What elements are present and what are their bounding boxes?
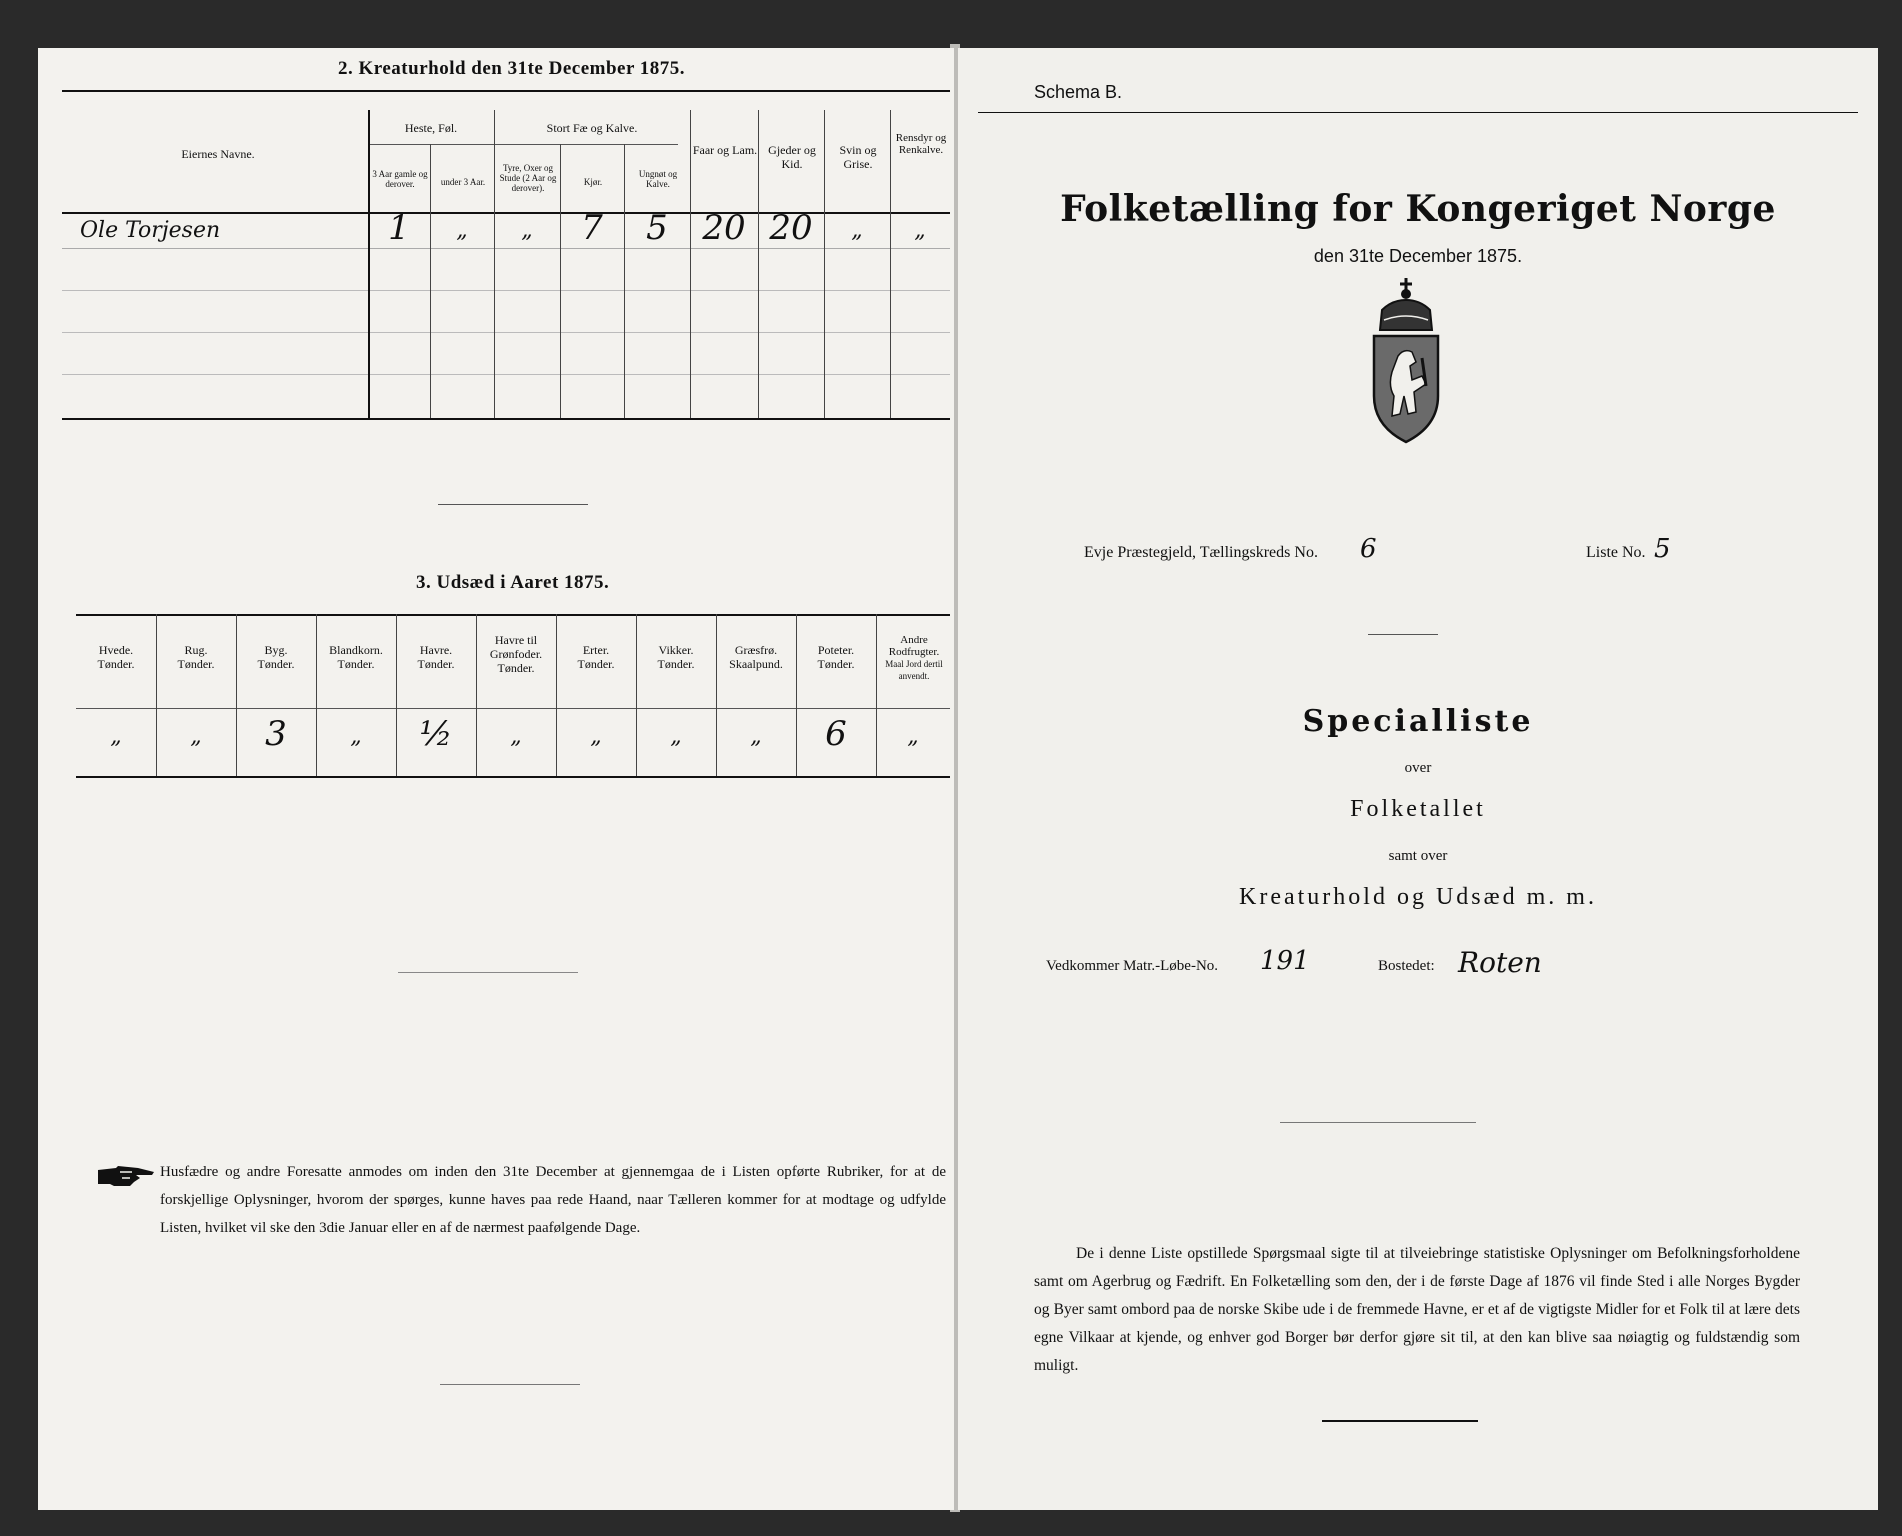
col-reindeer: Rensdyr og Renkalve.	[895, 132, 947, 157]
prestegjeld-line	[1084, 544, 1318, 562]
col-bulls: Tyre, Oxer og Stude (2 Aar og derover).	[499, 163, 557, 193]
col-oats-fodder-unit: Tønder.	[497, 660, 535, 675]
value-peas: „	[590, 724, 602, 749]
liste-number: 5	[1654, 534, 1671, 564]
col-potatoes-unit: Tønder.	[817, 656, 855, 671]
folketallet-heading: Folketallet	[1350, 796, 1486, 822]
value-cows: 7	[581, 208, 603, 248]
divider	[1280, 1122, 1476, 1123]
closing-rule	[1322, 1420, 1478, 1422]
section2-title: 2. Kreaturhold den 31te December 1875.	[338, 58, 686, 79]
col-root-crops	[878, 634, 950, 682]
col-vetch-unit: Tønder.	[657, 656, 695, 671]
kreaturhold-heading: Kreaturhold og Udsæd m. m.	[1239, 884, 1597, 910]
col-oats-name: Havre.	[419, 643, 453, 657]
value-wheat: „	[110, 724, 122, 749]
value-pigs: „	[851, 218, 863, 243]
over-text: over	[1404, 760, 1432, 776]
col-root-crops-name: Andre Rodfrugter.	[888, 634, 940, 659]
value-young-cattle: 5	[646, 208, 668, 248]
col-horses-under3: under 3 Aar.	[440, 177, 486, 187]
col-oats-fodder-name: Havre til Grønfoder.	[489, 633, 543, 661]
kreds-number: 6	[1360, 534, 1377, 564]
col-mixed-grain-name: Blandkorn.	[329, 643, 383, 657]
matr-label: Vedkommer Matr.-Løbe-No.	[1046, 958, 1219, 974]
col-root-crops-unit: Maal Jord dertil anvendt.	[885, 659, 943, 682]
liste-label: Liste No.	[1586, 544, 1646, 561]
top-rule	[978, 112, 1858, 113]
col-barley	[236, 644, 316, 672]
value-barley: 3	[265, 714, 287, 754]
col-pigs: Svin og Grise.	[839, 143, 877, 171]
col-potatoes-name: Poteter.	[817, 643, 855, 657]
col-grass-seed	[716, 644, 796, 672]
kreds-label: Tællingskreds No.	[1199, 544, 1318, 561]
cattle-group-header: Stort Fæ og Kalve.	[546, 121, 638, 135]
value-sheep: 20	[702, 208, 746, 248]
samt-over-text: samt over	[1388, 848, 1448, 864]
right-page	[958, 48, 1878, 1510]
col-oats	[396, 644, 476, 672]
prestegjeld-name: Evje	[1084, 544, 1114, 561]
main-title: Folketælling for Kongeriget Norge	[1060, 188, 1776, 230]
notice-text: Husfædre og andre Foresatte anmodes om inden den 31te December at gjennemgaa de i Listen opførte Rubriker, for at de forskjellige Oplysninger, hvorom der spørges, kunne haves paa rede Haand, naar Tælleren kommer for at modtage og udfylde Listen, hvilket vil ske den 3die Januar eller en af de nærmest paafølgende Dage.	[160, 1164, 946, 1236]
col-oats-fodder	[478, 634, 554, 675]
value-vetch: „	[670, 724, 682, 749]
col-oats-unit: Tønder.	[417, 656, 455, 671]
col-horses-3yr: 3 Aar gamle og derover.	[372, 169, 428, 189]
value-horses-3yr: 1	[388, 208, 410, 248]
col-sheep: Faar og Lam.	[692, 143, 758, 157]
col-barley-name: Byg.	[264, 643, 288, 657]
divider	[440, 1384, 580, 1385]
col-mixed-grain-unit: Tønder.	[337, 656, 375, 671]
col-peas-name: Erter.	[582, 643, 610, 657]
col-rye	[156, 644, 236, 672]
prestegjeld-label: Præstegjeld,	[1117, 544, 1196, 561]
col-wheat	[76, 644, 156, 672]
col-cows: Kjør.	[583, 177, 603, 187]
col-rye-unit: Tønder.	[177, 656, 215, 671]
horses-group-header: Heste, Føl.	[404, 121, 458, 135]
left-page	[38, 48, 954, 1510]
bostedet-label: Bostedet:	[1378, 958, 1435, 974]
value-rye: „	[190, 724, 202, 749]
value-horses-under3: „	[456, 218, 468, 243]
value-grass-seed: „	[750, 724, 762, 749]
value-root-crops: „	[907, 724, 919, 749]
divider	[398, 972, 578, 973]
owner-name-header: Eiernes Navne.	[181, 147, 255, 161]
col-potatoes	[796, 644, 876, 672]
value-reindeer: „	[914, 218, 926, 243]
value-oats-fodder: „	[510, 724, 522, 749]
col-grass-seed-unit: Skaalpund.	[729, 656, 783, 671]
col-young-cattle: Ungnøt og Kalve.	[638, 169, 678, 189]
specialliste-heading: Specialliste	[1302, 704, 1534, 739]
value-potatoes: 6	[825, 714, 847, 754]
col-vetch-name: Vikker.	[658, 643, 694, 657]
col-peas-unit: Tønder.	[577, 656, 615, 671]
divider	[438, 504, 588, 505]
col-wheat-unit: Tønder.	[97, 656, 135, 671]
col-wheat-name: Hvede.	[98, 643, 134, 657]
owner-name: Ole Torjesen	[80, 218, 221, 243]
pointing-hand-icon	[96, 1162, 156, 1192]
col-grass-seed-name: Græsfrø.	[734, 643, 778, 657]
section3-title: 3. Udsæd i Aaret 1875.	[416, 572, 610, 593]
value-mixed-grain: „	[350, 724, 362, 749]
col-peas	[556, 644, 636, 672]
coat-of-arms-icon	[1370, 276, 1442, 446]
col-barley-unit: Tønder.	[257, 656, 295, 671]
col-goats: Gjeder og Kid.	[768, 143, 816, 171]
value-bulls: „	[521, 218, 533, 243]
schema-label: Schema B.	[1034, 82, 1123, 102]
value-oats: ½	[419, 714, 453, 754]
value-goats: 20	[769, 208, 813, 248]
explanation-paragraph: De i denne Liste opstillede Spørgsmaal sigte til at tilveiebringe statistiske Oplysninger om Befolkningsforholdene samt om Agerbrug og Fædrift. En Folketælling som den, der i de første Dage af 1876 vil finde Sted i alle Norges Bygder og Byer samt ombord paa de norske Skibe ude i de fremmede Havne, er et af de vigtigste Midler for et Folk til at lære dets egne Vilkaar at kjende, og enhver god Borger bør derfor gjøre sit til, at den kan blive saa nøiagtig og fuldstændig som muligt.	[1034, 1245, 1800, 1374]
date-line: den 31te December 1875.	[1313, 246, 1523, 266]
col-vetch	[636, 644, 716, 672]
matr-number: 191	[1260, 946, 1310, 976]
bostedet-value: Roten	[1458, 946, 1542, 979]
divider	[1368, 634, 1438, 635]
col-rye-name: Rug.	[184, 643, 208, 657]
col-mixed-grain	[316, 644, 396, 672]
